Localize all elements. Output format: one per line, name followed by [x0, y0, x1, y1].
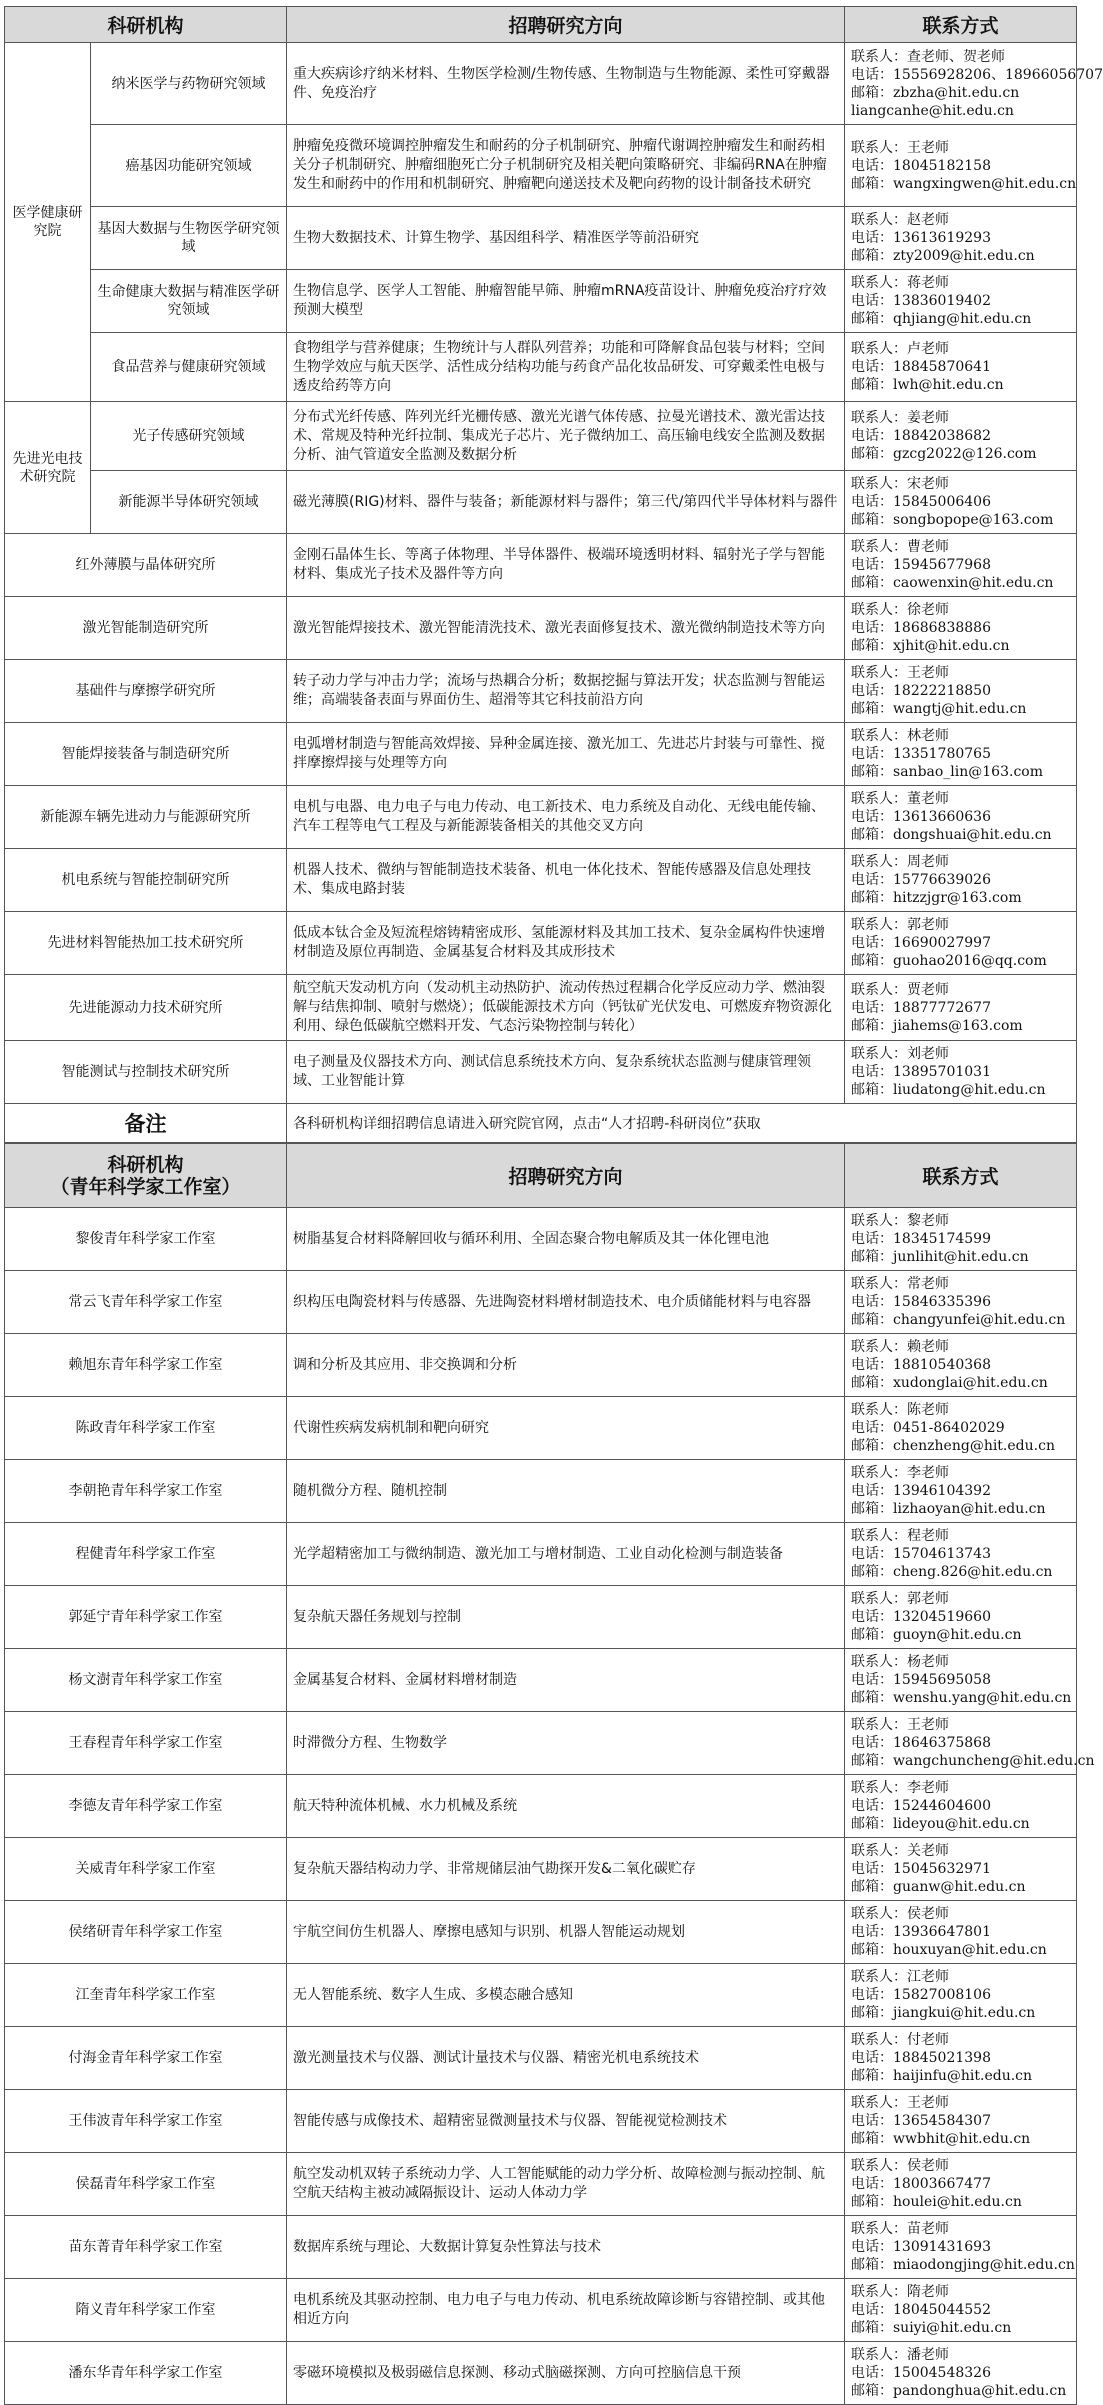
- contact-line: 电话：0451-86402029: [851, 1420, 1005, 1436]
- contact-line: 联系人：程老师: [851, 1528, 949, 1544]
- contact-line: 电话：15244604600: [851, 1798, 991, 1814]
- contact-cell: [845, 270, 1077, 333]
- research-direction: 树脂基复合材料降解回收与循环利用、全固态聚合物电解质及其一体化锂电池: [287, 1208, 845, 1271]
- table-row: [5, 1523, 1077, 1586]
- contact-cell: [845, 912, 1077, 975]
- note-row: [5, 1104, 1077, 1143]
- studio-name: 黎俊青年科学家工作室: [5, 1208, 287, 1271]
- contact-line: 邮箱：miaodongjing@hit.edu.cn: [851, 2257, 1075, 2273]
- contact-cell: [845, 2027, 1077, 2090]
- contact-line: 邮箱：hitzzjgr@163.com: [851, 890, 1022, 906]
- research-direction: 分布式光纤传感、阵列光纤光栅传感、激光光谱气体传感、拉曼光谱技术、激光雷达技术、常规及特种光纤拉制、集成光子芯片、光子微纳加工、高压输电线安全监测及数据分析、油气管道安全监测及数据分析: [287, 402, 845, 471]
- contact-line: 邮箱：caowenxin@hit.edu.cn: [851, 575, 1054, 591]
- contact-line: 联系人：李老师: [851, 1780, 949, 1796]
- research-direction: 电弧增材制造与智能高效焊接、异种金属连接、激光加工、先进芯片封装与可靠性、搅拌摩擦焊接与处理等方向: [287, 723, 845, 786]
- contact-line: 邮箱：liudatong@hit.edu.cn: [851, 1082, 1046, 1098]
- contact-cell: [845, 534, 1077, 597]
- contact-cell: [845, 1649, 1077, 1712]
- studio-name: 王春程青年科学家工作室: [5, 1712, 287, 1775]
- contact-line: 电话：15945677968: [851, 557, 991, 573]
- contact-line: 邮箱：wenshu.yang@hit.edu.cn: [851, 1690, 1072, 1706]
- contact-line: 联系人：陈老师: [851, 1402, 949, 1418]
- table-row: [5, 597, 1077, 660]
- contact-line: 邮箱：gzcg2022@126.com: [851, 446, 1037, 462]
- contact-line: 联系人：王老师: [851, 1717, 949, 1733]
- studio-name: 陈政青年科学家工作室: [5, 1397, 287, 1460]
- research-direction: 航空发动机双转子系统动力学、人工智能赋能的动力学分析、故障检测与振动控制、航空航天结构主被动减隔振设计、运动人体动力学: [287, 2153, 845, 2216]
- table-row: [5, 2216, 1077, 2279]
- research-direction: 肿瘤免疫微环境调控肿瘤发生和耐药的分子机制研究、肿瘤代谢调控肿瘤发生和耐药相关分子机制研究、肿瘤细胞死亡分子机制研究及相关靶向策略研究、非编码RNA在肿瘤发生和耐药中的作用和机制研究、肿瘤靶向递送技术及靶向药物的设计制备技术研究: [287, 125, 845, 207]
- contact-line: 电话：15004548326: [851, 2365, 991, 2381]
- research-direction: 织构压电陶瓷材料与传感器、先进陶瓷材料增材制造技术、电介质储能材料与电容器: [287, 1271, 845, 1334]
- contact-cell: [845, 1334, 1077, 1397]
- contact-line: 邮箱：wwbhit@hit.edu.cn: [851, 2131, 1031, 2147]
- research-direction: 调和分析及其应用、非交换调和分析: [287, 1334, 845, 1397]
- contact-line: 邮箱：lwh@hit.edu.cn: [851, 377, 1004, 393]
- contact-line: 邮箱：cheng.826@hit.edu.cn: [851, 1564, 1053, 1580]
- contact-line: 联系人：刘老师: [851, 1046, 950, 1062]
- contact-cell: [845, 1964, 1077, 2027]
- contact-cell: [845, 786, 1077, 849]
- table-row: [5, 534, 1077, 597]
- research-direction: 重大疾病诊疗纳米材料、生物医学检测/生物传感、生物制造与生物能源、柔性可穿戴器件、免疫治疗: [287, 43, 845, 125]
- contact-line: 联系人：侯老师: [851, 2158, 949, 2174]
- contact-line: 电话：13895701031: [851, 1064, 991, 1080]
- table-row: [5, 1649, 1077, 1712]
- institute-name: 新能源半导体研究领域: [91, 471, 287, 534]
- research-direction: 磁光薄膜(RIG)材料、器件与装备；新能源材料与器件；第三代/第四代半导体材料与器件: [287, 471, 845, 534]
- contact-cell: [845, 2216, 1077, 2279]
- contact-line: 联系人：徐老师: [851, 602, 950, 618]
- contact-line: 邮箱：houxuyan@hit.edu.cn: [851, 1942, 1047, 1958]
- institute-name: 激光智能制造研究所: [5, 597, 287, 660]
- contact-line: 联系人：黎老师: [851, 1213, 949, 1229]
- table-row: [5, 2153, 1077, 2216]
- contact-line: 电话：18045044552: [851, 2302, 991, 2318]
- contact-line: 电话：18222218850: [851, 683, 991, 699]
- institute-name: 食品营养与健康研究领域: [91, 333, 287, 402]
- contact-line: 邮箱：junlihit@hit.edu.cn: [851, 1249, 1029, 1265]
- contact-line: 邮箱：changyunfei@hit.edu.cn: [851, 1312, 1066, 1328]
- contact-cell: [845, 471, 1077, 534]
- contact-line: 电话：15846335396: [851, 1294, 991, 1310]
- table-row: [5, 1901, 1077, 1964]
- contact-cell: [845, 402, 1077, 471]
- contact-line: 电话：13613660636: [851, 809, 991, 825]
- contact-line: 电话：18003667477: [851, 2176, 991, 2192]
- research-direction: 宇航空间仿生机器人、摩擦电感知与识别、机器人智能运动规划: [287, 1901, 845, 1964]
- contact-line: 联系人：王老师: [851, 665, 950, 681]
- studio-name: 隋义青年科学家工作室: [5, 2279, 287, 2342]
- studio-name: 侯磊青年科学家工作室: [5, 2153, 287, 2216]
- contact-line: 邮箱：guohao2016@qq.com: [851, 953, 1047, 969]
- research-direction: 激光测量技术与仪器、测试计量技术与仪器、精密光机电系统技术: [287, 2027, 845, 2090]
- table-row: [5, 849, 1077, 912]
- institute-name: 基础件与摩擦学研究所: [5, 660, 287, 723]
- contact-cell: [845, 1901, 1077, 1964]
- table-row: [5, 1334, 1077, 1397]
- table-row: [5, 2027, 1077, 2090]
- table-row: [5, 1838, 1077, 1901]
- young-scientist-studios-table: [4, 1143, 1095, 2405]
- contact-line: 邮箱：xjhit@hit.edu.cn: [851, 638, 1010, 654]
- research-direction: 转子动力学与冲击力学；流场与热耦合分析；数据挖掘与算法开发；状态监测与智能运维；高端装备表面与界面仿生、超滑等其它科技前沿方向: [287, 660, 845, 723]
- institute-name: 先进材料智能热加工技术研究所: [5, 912, 287, 975]
- contact-cell: [845, 125, 1077, 207]
- table-row: [5, 1586, 1077, 1649]
- research-direction: 时滞微分方程、生物数学: [287, 1712, 845, 1775]
- contact-line: 电话：18845021398: [851, 2050, 991, 2066]
- contact-cell: [845, 1208, 1077, 1271]
- research-direction: 复杂航天器结构动力学、非常规储层油气勘探开发&二氧化碳贮存: [287, 1838, 845, 1901]
- contact-line: 电话：18845870641: [851, 359, 991, 375]
- table-row: [5, 270, 1077, 333]
- contact-cell: [845, 975, 1077, 1041]
- contact-line: 电话：18045182158: [851, 157, 991, 174]
- contact-line: 邮箱：lizhaoyan@hit.edu.cn: [851, 1501, 1046, 1517]
- research-direction: 光学超精密加工与微纳制造、激光加工与增材制造、工业自动化检测与制造装备: [287, 1523, 845, 1586]
- institute-name: 癌基因功能研究领域: [91, 125, 287, 207]
- contact-cell: [845, 1397, 1077, 1460]
- contact-line: 邮箱：guoyn@hit.edu.cn: [851, 1627, 1022, 1643]
- table-row: [5, 1460, 1077, 1523]
- studio-name: 江奎青年科学家工作室: [5, 1964, 287, 2027]
- studio-name: 侯绪研青年科学家工作室: [5, 1901, 287, 1964]
- studio-name: 付海金青年科学家工作室: [5, 2027, 287, 2090]
- contact-cell: [845, 2279, 1077, 2342]
- contact-line: 电话：18345174599: [851, 1231, 991, 1247]
- research-direction: 电机系统及其驱动控制、电力电子与电力传动、机电系统故障诊断与容错控制、或其他相近方向: [287, 2279, 845, 2342]
- contact-line: 电话：13351780765: [851, 746, 991, 762]
- contact-line: 邮箱：xudonglai@hit.edu.cn: [851, 1375, 1048, 1391]
- research-direction: 航空航天发动机方向（发动机主动热防护、流动传热过程耦合化学反应动力学、燃油裂解与结焦抑制、喷射与燃烧）；低碳能源技术方向（钙钛矿光伏发电、可燃废弃物资源化利用、绿色低碳航空燃料开发、气态污染物控制与转化）: [287, 975, 845, 1041]
- research-direction: 智能传感与成像技术、超精密显微测量技术与仪器、智能视觉检测技术: [287, 2090, 845, 2153]
- research-direction: 电子测量及仪器技术方向、测试信息系统技术方向、复杂系统状态监测与健康管理领域、工业智能计算: [287, 1041, 845, 1104]
- research-direction: 机器人技术、微纳与智能制造技术装备、机电一体化技术、智能传感器及信息处理技术、集成电路封装: [287, 849, 845, 912]
- contact-line: 联系人：查老师、贺老师: [851, 48, 1006, 65]
- institute-name: 智能焊接装备与制造研究所: [5, 723, 287, 786]
- contact-line: 电话：15827008106: [851, 1987, 991, 2003]
- note-label: 备注: [5, 1104, 287, 1143]
- contact-cell: [845, 1041, 1077, 1104]
- contact-line: 邮箱：suiyi@hit.edu.cn: [851, 2320, 1012, 2336]
- studio-name: 常云飞青年科学家工作室: [5, 1271, 287, 1334]
- contact-line: 联系人：付老师: [851, 2032, 949, 2048]
- contact-line: 联系人：董老师: [851, 791, 950, 807]
- contact-cell: [845, 207, 1077, 270]
- contact-line: 电话：15045632971: [851, 1861, 991, 1877]
- contact-line: 电话：15845006406: [851, 494, 991, 510]
- contact-cell: [845, 333, 1077, 402]
- contact-line: 邮箱：wangchuncheng@hit.edu.cn: [851, 1753, 1095, 1769]
- contact-line: 联系人：贾老师: [851, 981, 950, 998]
- header-direction: 招聘研究方向: [287, 7, 845, 43]
- contact-line: 联系人：郭老师: [851, 1591, 949, 1607]
- research-direction: 生物信息学、医学人工智能、肿瘤智能早筛、肿瘤mRNA疫苗设计、肿瘤免疫治疗疗效预测大模型: [287, 270, 845, 333]
- contact-line: 电话：13204519660: [851, 1609, 991, 1625]
- institute-name: 光子传感研究领域: [91, 402, 287, 471]
- contact-line: 电话：18877772677: [851, 999, 991, 1016]
- contact-line: 邮箱：wangtj@hit.edu.cn: [851, 701, 1027, 717]
- contact-line: 邮箱：zty2009@hit.edu.cn: [851, 248, 1035, 264]
- contact-line: 邮箱：wangxingwen@hit.edu.cn: [851, 175, 1077, 192]
- table-row: [5, 207, 1077, 270]
- contact-line: 联系人：王老师: [851, 2095, 949, 2111]
- contact-cell: [845, 597, 1077, 660]
- research-direction: 金刚石晶体生长、等离子体物理、半导体器件、极端环境透明材料、辐射光子学与智能材料、集成光子技术及器件等方向: [287, 534, 845, 597]
- studio-name: 赖旭东青年科学家工作室: [5, 1334, 287, 1397]
- contact-cell: [845, 723, 1077, 786]
- studio-name: 关威青年科学家工作室: [5, 1838, 287, 1901]
- institutes-table: [4, 6, 1103, 1143]
- institute-name: 生命健康大数据与精准医学研究领域: [91, 270, 287, 333]
- contact-line: 电话：16690027997: [851, 935, 991, 951]
- contact-line: 邮箱：houlei@hit.edu.cn: [851, 2194, 1022, 2210]
- contact-line: 联系人：关老师: [851, 1843, 949, 1859]
- contact-line: 联系人：侯老师: [851, 1906, 949, 1922]
- research-direction: 电机与电器、电力电子与电力传动、电工新技术、电力系统及自动化、无线电能传输、汽车工程等电气工程及与新能源装备相关的其他交叉方向: [287, 786, 845, 849]
- contact-line: liangcanhe@hit.edu.cn: [851, 102, 1014, 119]
- contact-line: 联系人：宋老师: [851, 476, 950, 492]
- studio-name: 李德友青年科学家工作室: [5, 1775, 287, 1838]
- research-direction: 食物组学与营养健康；生物统计与人群队列营养；功能和可降解食品包装与材料；空间生物学效应与航天医学、活性成分结构功能与药食产品化妆品研发、可穿戴柔性电极与透皮给药等方向: [287, 333, 845, 402]
- table-row: [5, 2342, 1077, 2405]
- header-institute-studio: 科研机构 （青年科学家工作室）: [5, 1144, 287, 1208]
- contact-line: 电话：15556928206、18966056707: [851, 66, 1103, 83]
- contact-cell: [845, 1523, 1077, 1586]
- contact-line: 联系人：姜老师: [851, 410, 950, 426]
- contact-line: 联系人：林老师: [851, 728, 950, 744]
- contact-line: 联系人：曹老师: [851, 539, 950, 555]
- institute-name: 基因大数据与生物医学研究领域: [91, 207, 287, 270]
- studio-name: 程健青年科学家工作室: [5, 1523, 287, 1586]
- contact-cell: [845, 1460, 1077, 1523]
- research-direction: 无人智能系统、数字人生成、多模态融合感知: [287, 1964, 845, 2027]
- contact-line: 电话：18646375868: [851, 1735, 991, 1751]
- contact-cell: [845, 1271, 1077, 1334]
- contact-line: 电话：15776639026: [851, 872, 991, 888]
- table-row: [5, 333, 1077, 402]
- institute-name: 先进能源动力技术研究所: [5, 975, 287, 1041]
- table-row: [5, 2090, 1077, 2153]
- research-direction: 航天特种流体机械、水力机械及系统: [287, 1775, 845, 1838]
- research-direction: 代谢性疾病发病机制和靶向研究: [287, 1397, 845, 1460]
- contact-cell: [845, 2342, 1077, 2405]
- contact-cell: [845, 660, 1077, 723]
- contact-line: 联系人：隋老师: [851, 2284, 949, 2300]
- contact-line: 联系人：卢老师: [851, 341, 950, 357]
- contact-line: 邮箱：pandonghua@hit.edu.cn: [851, 2383, 1067, 2399]
- contact-line: 邮箱：qhjiang@hit.edu.cn: [851, 311, 1032, 327]
- table-row: [5, 125, 1077, 207]
- table-row: [5, 43, 1077, 125]
- contact-line: 邮箱：songbopope@163.com: [851, 512, 1054, 528]
- table-header-row: [5, 1144, 1077, 1208]
- contact-cell: [845, 1712, 1095, 1775]
- table-row: [5, 1271, 1077, 1334]
- contact-cell: [845, 1586, 1077, 1649]
- table-row: [5, 723, 1077, 786]
- contact-line: 电话：13654584307: [851, 2113, 991, 2129]
- contact-line: 邮箱：sanbao_lin@163.com: [851, 764, 1043, 780]
- contact-line: 联系人：赵老师: [851, 212, 950, 228]
- header-direction: 招聘研究方向: [287, 1144, 845, 1208]
- contact-line: 联系人：潘老师: [851, 2347, 949, 2363]
- contact-line: 电话：13091431693: [851, 2239, 991, 2255]
- contact-cell: [845, 2090, 1077, 2153]
- contact-line: 联系人：江老师: [851, 1969, 949, 1985]
- institute-name: 红外薄膜与晶体研究所: [5, 534, 287, 597]
- institute-name: 智能测试与控制技术研究所: [5, 1041, 287, 1104]
- contact-line: 联系人：李老师: [851, 1465, 949, 1481]
- research-direction: 低成本钛合金及短流程熔铸精密成形、氢能源材料及其加工技术、复杂金属构件快速增材制造及原位再制造、金属基复合材料及其成形技术: [287, 912, 845, 975]
- studio-name: 李朝艳青年科学家工作室: [5, 1460, 287, 1523]
- table-row: [5, 1964, 1077, 2027]
- research-direction: 复杂航天器任务规划与控制: [287, 1586, 845, 1649]
- header-institute: 科研机构: [5, 7, 287, 43]
- group-name: 医学健康研究院: [5, 43, 91, 402]
- table-row: [5, 660, 1077, 723]
- contact-line: 联系人：周老师: [851, 854, 950, 870]
- institute-name: 纳米医学与药物研究领域: [91, 43, 287, 125]
- contact-line: 电话：15704613743: [851, 1546, 991, 1562]
- table-row: [5, 1775, 1077, 1838]
- contact-line: 电话：18686838886: [851, 620, 991, 636]
- studio-name: 苗东菁青年科学家工作室: [5, 2216, 287, 2279]
- contact-cell: [845, 1775, 1077, 1838]
- table-row: [5, 402, 1077, 471]
- contact-line: 邮箱：chenzheng@hit.edu.cn: [851, 1438, 1055, 1454]
- contact-line: 邮箱：haijinfu@hit.edu.cn: [851, 2068, 1033, 2084]
- contact-line: 联系人：蒋老师: [851, 275, 950, 291]
- contact-line: 联系人：杨老师: [851, 1654, 949, 1670]
- table-row: [5, 912, 1077, 975]
- contact-line: 邮箱：dongshuai@hit.edu.cn: [851, 827, 1052, 843]
- research-direction: 激光智能焊接技术、激光智能清洗技术、激光表面修复技术、激光微纳制造技术等方向: [287, 597, 845, 660]
- research-direction: 数据库系统与理论、大数据计算复杂性算法与技术: [287, 2216, 845, 2279]
- contact-line: 邮箱：guanw@hit.edu.cn: [851, 1879, 1026, 1895]
- institute-name: 新能源车辆先进动力与能源研究所: [5, 786, 287, 849]
- table-row: [5, 786, 1077, 849]
- group-name: 先进光电技术研究院: [5, 402, 91, 534]
- table-row: [5, 1208, 1077, 1271]
- studio-name: 郭延宁青年科学家工作室: [5, 1586, 287, 1649]
- table-row: [5, 975, 1077, 1041]
- contact-cell: [845, 849, 1077, 912]
- contact-line: 邮箱：lideyou@hit.edu.cn: [851, 1816, 1030, 1832]
- contact-line: 电话：13946104392: [851, 1483, 991, 1499]
- contact-line: 邮箱：jiangkui@hit.edu.cn: [851, 2005, 1036, 2021]
- contact-cell: [845, 43, 1103, 125]
- contact-line: 邮箱：jiahems@163.com: [851, 1017, 1023, 1034]
- contact-line: 电话：13836019402: [851, 293, 991, 309]
- contact-line: 联系人：常老师: [851, 1276, 949, 1292]
- studio-name: 杨文澍青年科学家工作室: [5, 1649, 287, 1712]
- table-row: [5, 2279, 1077, 2342]
- contact-line: 联系人：王老师: [851, 139, 950, 156]
- research-direction: 零磁环境模拟及极弱磁信息探测、移动式脑磁探测、方向可控脑信息干预: [287, 2342, 845, 2405]
- contact-line: 电话：18810540368: [851, 1357, 991, 1373]
- contact-line: 电话：15945695058: [851, 1672, 991, 1688]
- contact-line: 联系人：苗老师: [851, 2221, 949, 2237]
- contact-line: 联系人：郭老师: [851, 917, 950, 933]
- contact-line: 电话：13936647801: [851, 1924, 991, 1940]
- research-direction: 金属基复合材料、金属材料增材制造: [287, 1649, 845, 1712]
- research-direction: 随机微分方程、随机控制: [287, 1460, 845, 1523]
- contact-cell: [845, 1838, 1077, 1901]
- contact-cell: [845, 2153, 1077, 2216]
- contact-line: 联系人：赖老师: [851, 1339, 949, 1355]
- contact-line: 邮箱：zbzha@hit.edu.cn: [851, 84, 1020, 101]
- table-row: [5, 471, 1077, 534]
- table-row: [5, 1397, 1077, 1460]
- institute-name: 机电系统与智能控制研究所: [5, 849, 287, 912]
- table-header-row: [5, 7, 1077, 43]
- studio-name: 王伟波青年科学家工作室: [5, 2090, 287, 2153]
- contact-line: 电话：18842038682: [851, 428, 991, 444]
- table-row: [5, 1041, 1077, 1104]
- header-contact: 联系方式: [845, 1144, 1077, 1208]
- contact-line: 电话：13613619293: [851, 230, 991, 246]
- research-direction: 生物大数据技术、计算生物学、基因组科学、精准医学等前沿研究: [287, 207, 845, 270]
- table-row: [5, 1712, 1077, 1775]
- header-contact: 联系方式: [845, 7, 1077, 43]
- studio-name: 潘东华青年科学家工作室: [5, 2342, 287, 2405]
- note-text: 各科研机构详细招聘信息请进入研究院官网，点击“人才招聘-科研岗位”获取: [287, 1104, 1077, 1143]
